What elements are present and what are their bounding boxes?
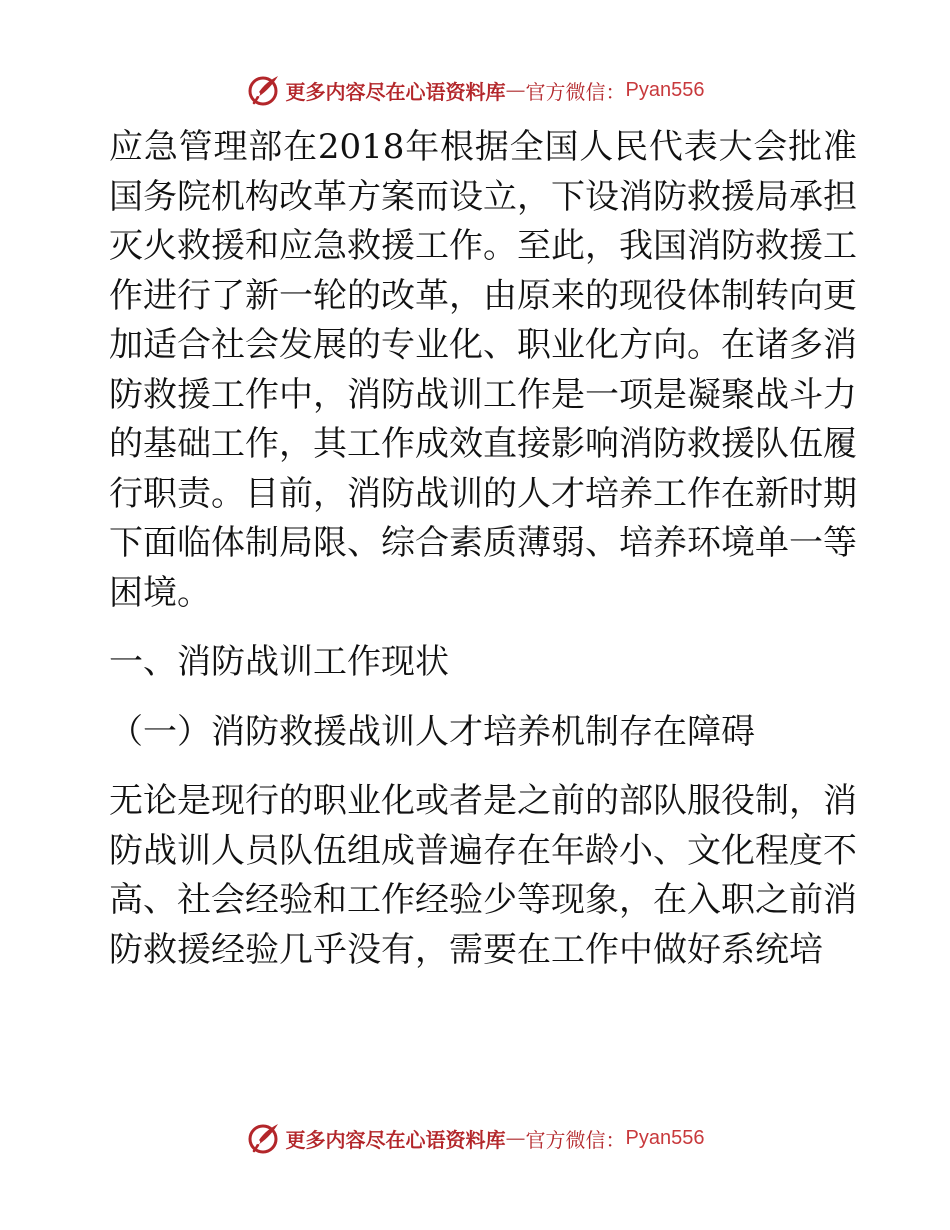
section-heading: 一、消防战训工作现状	[109, 642, 449, 682]
quill-logo-icon	[246, 72, 282, 108]
watermark-wechat-label: 官方微信：	[525, 79, 626, 104]
paragraph-intro: 应急管理部在2018年根据全国人民代表大会批准国务院机构改革方案而设立，下设消防救援局承担灭火救援和应急救援工作。至此，我国消防救援工作进行了新一轮的改革，由原来的现役体制转向更加适合社会发展的专业化、职业化方向。在诸多消防救援工作中，消防战训工作是一项是凝聚战斗力的基础工作，其工作成效直接影响消防救援队伍履行职责。目前，消防战训的人才培养工作在新时期下面临体制局限、综合素质薄弱、培养环境单一等困境。	[109, 127, 857, 613]
watermark-wechat-id: Pyan556	[625, 1126, 705, 1149]
subsection-heading: （一）消防救援战训人才培养机制存在障碍	[109, 711, 755, 752]
watermark-wechat-label: 官方微信：	[525, 1127, 626, 1152]
watermark-separator: —	[505, 78, 526, 102]
quill-logo-icon	[246, 1120, 282, 1156]
watermark-separator: —	[505, 1126, 526, 1150]
document-body	[97, 123, 857, 975]
watermark-banner-bottom	[0, 1118, 950, 1158]
watermark-brand: 更多内容尽在心语资料库	[285, 79, 506, 104]
watermark-wechat-id: Pyan556	[625, 78, 705, 101]
paragraph-body: 无论是现行的职业化或者是之前的部队服役制，消防战训人员队伍组成普遍存在年龄小、文化程度不高、社会经验和工作经验少等现象，在入职之前消防救援经验几乎没有，需要在工作中做好系统培	[109, 781, 857, 970]
watermark-brand: 更多内容尽在心语资料库	[285, 1127, 506, 1152]
watermark-banner-top	[0, 70, 950, 110]
